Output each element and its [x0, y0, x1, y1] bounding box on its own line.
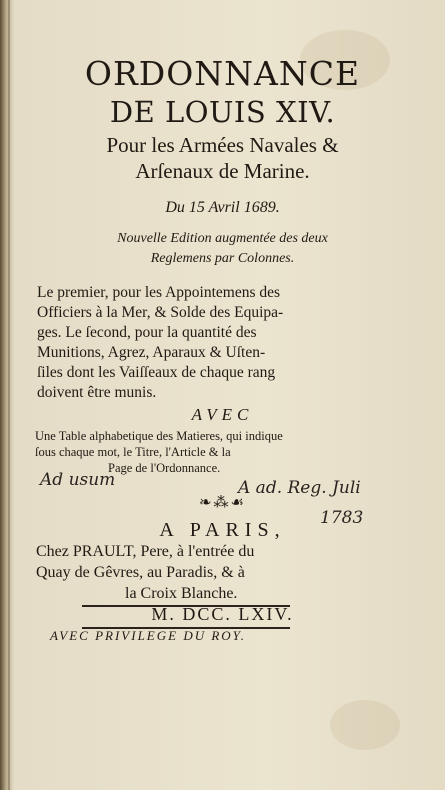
imprint-city: A PARIS,	[159, 519, 286, 541]
title-line-2: DE LOUIS XIV.	[109, 95, 336, 129]
imprint-line: la Croix Blanche.	[125, 585, 238, 602]
description-line: Le premier, pour les Appointemens des	[37, 284, 281, 301]
subtitle-line-1: Pour les Armées Navales &	[106, 133, 339, 157]
description-line: ſiles dont les Vaiſſeaux de chaque rang	[37, 364, 276, 381]
description-line: Officiers à la Mer, & Solde des Equipa-	[37, 304, 284, 321]
paper-stain	[330, 700, 400, 750]
publication-year: M. DCC. LXIV.	[151, 604, 294, 624]
handwritten-note-left: Ad usum	[40, 470, 116, 490]
description-line: ges. Le ſecond, pour la quantité des	[37, 324, 257, 341]
table-note-line: Une Table alphabetique des Matieres, qui indique	[35, 429, 283, 443]
table-note-line: ſous chaque mot, le Titre, l'Article & la	[35, 445, 231, 459]
privilege-line: AVEC PRIVILEGE DU ROY.	[50, 628, 246, 643]
imprint-line: Quay de Gêvres, au Paradis, & à	[36, 564, 245, 581]
handwritten-note-right: A ad. Reg. Juli	[238, 478, 361, 498]
date-line: Du 15 Avril 1689.	[165, 199, 280, 216]
description-line: Munitions, Agrez, Aparaux & Uſten-	[37, 344, 266, 361]
description-line: doivent être munis.	[37, 384, 157, 401]
title-line-1: ORDONNANCE	[84, 54, 361, 93]
edition-line-2: Reglemens par Colonnes.	[150, 251, 295, 266]
ornament-icon: ❧⁂☙	[198, 493, 246, 511]
handwritten-year: 1783	[320, 508, 364, 528]
edition-line-1: Nouvelle Edition augmentée des deux	[117, 231, 328, 246]
table-note-line: Page de l'Ordonnance.	[108, 461, 221, 475]
avec-heading: AVEC	[191, 405, 254, 424]
subtitle-line-2: Arſenaux de Marine.	[135, 159, 310, 183]
imprint-line: Chez PRAULT, Pere, à l'entrée du	[36, 543, 255, 560]
